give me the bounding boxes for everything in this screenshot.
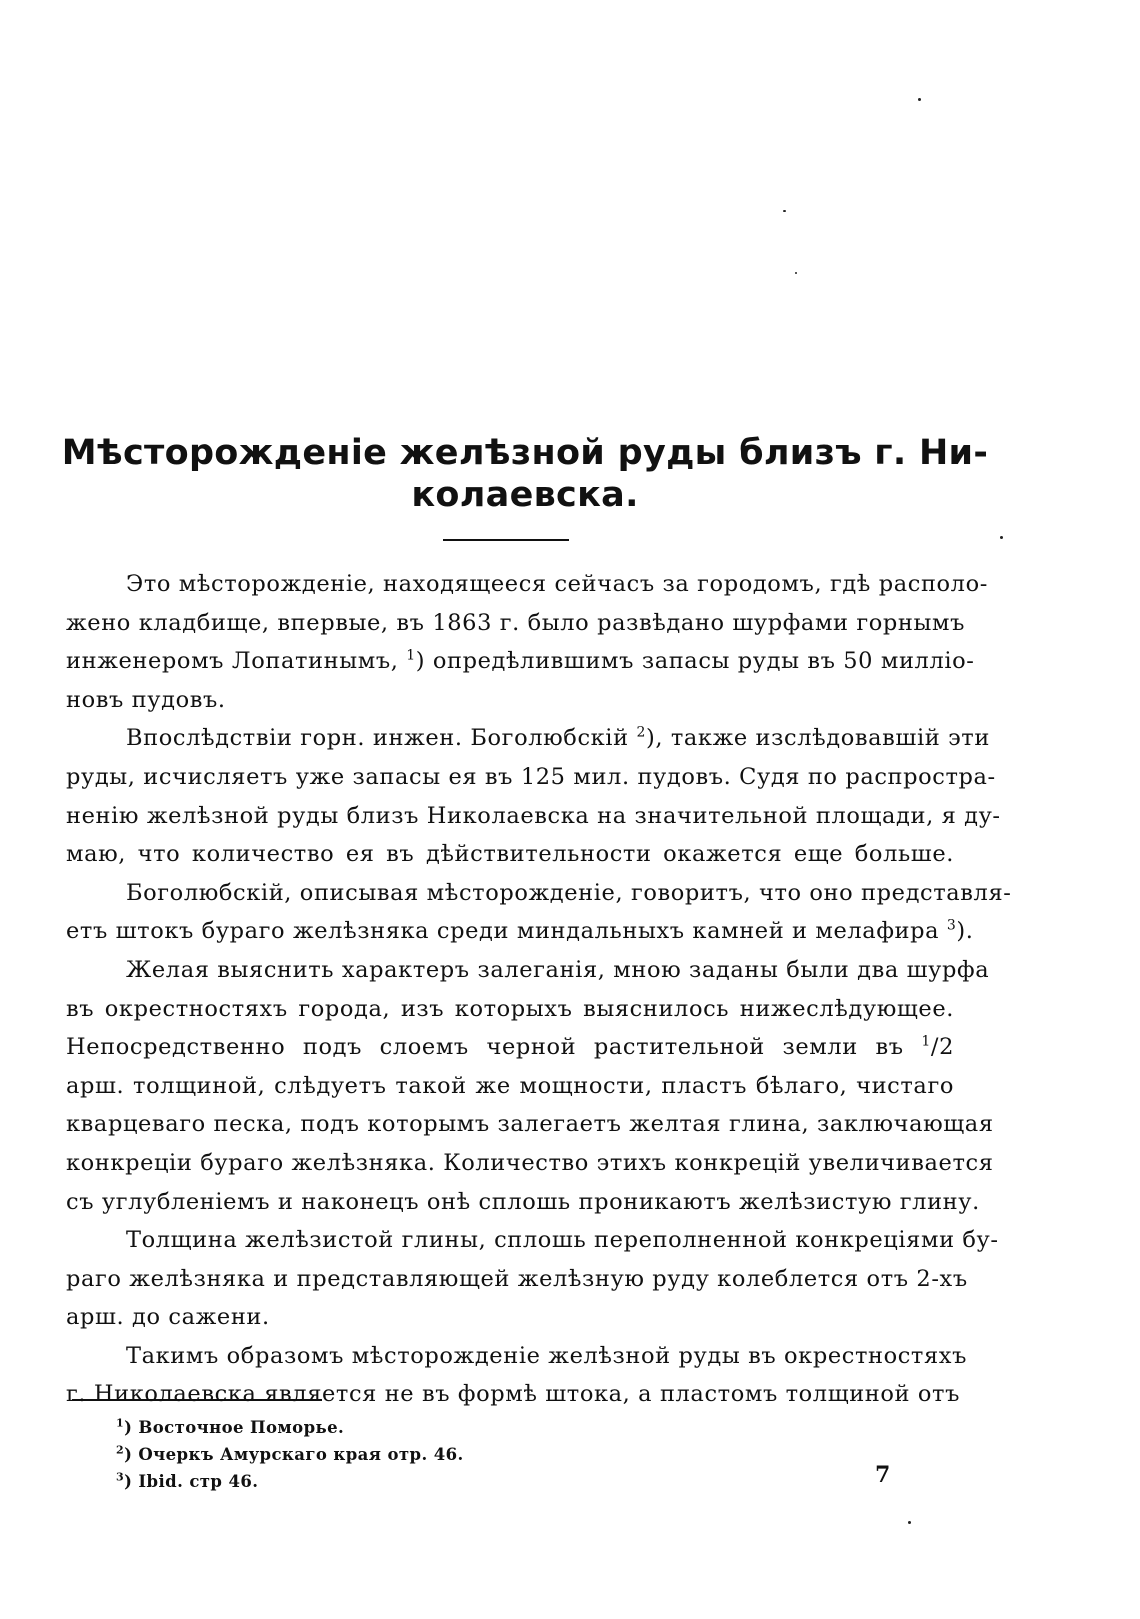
scan-speck	[918, 98, 921, 101]
text-line: конкреціи бураго желѣзняка. Количество этихъ конкрецій увеличивается	[66, 1149, 994, 1176]
text-line: Толщина желѣзистой глины, сплошь переполненной конкреціями бу-	[126, 1227, 999, 1254]
text-line: раго желѣзняка и представляющей желѣзную руду колеблется отъ 2-хъ	[66, 1265, 968, 1292]
text-line: г. Николаевска является не въ формѣ штока, а пластомъ толщиной отъ	[66, 1381, 961, 1408]
footnote-ref: 2	[636, 724, 646, 741]
text-line: Желая выяснить характеръ залеганія, мною заданы были два шурфа	[126, 956, 990, 983]
text-line	[66, 642, 975, 681]
text-line: съ углубленіемъ и наконецъ онѣ сплошь проникаютъ желѣзистую глину.	[66, 1188, 980, 1215]
footnote-ref: 1	[406, 647, 416, 664]
footnote-marker: 1	[116, 1416, 125, 1430]
footnote-ref: 3	[946, 917, 957, 934]
text-line: арш. до сажени.	[66, 1304, 270, 1331]
scan-speck	[1000, 536, 1003, 539]
footnote-text: ) Очеркъ Амурскаго края отр. 46.	[124, 1445, 464, 1464]
footnote-text: ) Восточное Поморье.	[124, 1418, 345, 1437]
body-text	[66, 565, 1012, 1414]
footnote	[116, 1414, 464, 1441]
fraction-denominator: /2	[930, 1034, 954, 1061]
text-line	[66, 1028, 954, 1067]
fraction-numerator: 1	[921, 1033, 931, 1050]
text-fragment: ).	[956, 918, 974, 945]
text-fragment: ), также изслѣдовавшій эти	[645, 725, 990, 752]
footnote-marker: 2	[116, 1443, 125, 1457]
text-line: маю, что количество ея въ дѣйствительности окажется еще больше.	[66, 841, 954, 868]
text-line: жено кладбище, впервые, въ 1863 г. было развѣдано шурфами горнымъ	[66, 609, 966, 636]
title-divider	[443, 539, 569, 541]
page-title	[55, 432, 995, 516]
footnote-text: ) Ibid. стр 46.	[124, 1472, 259, 1491]
text-line: руды, исчисляетъ уже запасы ея въ 125 мил. пудовъ. Судя по распростра-	[66, 763, 996, 790]
title-line-1: Мѣсторожденіе желѣзной руды близъ г. Ни-	[61, 433, 989, 473]
scan-speck	[908, 1521, 911, 1524]
text-line: Боголюбскій, описывая мѣсторожденіе, говоритъ, что оно представля-	[126, 879, 1012, 906]
footnote	[116, 1441, 464, 1468]
text-fragment: ) опредѣлившимъ запасы руды въ 50 милліо-	[415, 648, 975, 675]
text-line	[66, 912, 974, 951]
page-number: 7	[875, 1462, 891, 1488]
text-fragment: Непосредственно подъ слоемъ черной растительной земли въ	[66, 1034, 922, 1061]
text-fragment: етъ штокъ бураго желѣзняка среди миндальныхъ камней и мелафира	[66, 918, 947, 945]
text-line: Такимъ образомъ мѣсторожденіе желѣзной руды въ окрестностяхъ	[126, 1342, 967, 1369]
text-fragment: инженеромъ Лопатинымъ,	[66, 648, 407, 675]
footnote-marker: 3	[116, 1470, 125, 1484]
text-line: арш. толщиной, слѣдуетъ такой же мощности, пластъ бѣлаго, чистаго	[66, 1072, 954, 1099]
text-line: Это мѣсторожденіе, находящееся сейчасъ за городомъ, гдѣ располо-	[126, 571, 988, 597]
text-line: новъ пудовъ.	[66, 686, 226, 713]
text-line: ненію желѣзной руды близъ Николаевска на значительной площади, я ду-	[66, 802, 1001, 829]
scan-speck	[783, 210, 786, 212]
title-line-2: колаевска.	[411, 475, 639, 515]
text-line	[66, 719, 990, 758]
footnote-divider	[72, 1399, 322, 1401]
text-fragment: Впослѣдствіи горн. инжен. Боголюбскій	[126, 725, 637, 752]
scan-speck	[795, 272, 797, 274]
text-line: въ окрестностяхъ города, изъ которыхъ выяснилось нижеслѣдующее.	[66, 995, 954, 1022]
text-line: кварцеваго песка, подъ которымъ залегаетъ желтая глина, заключающая	[66, 1111, 994, 1138]
footnotes	[116, 1414, 464, 1495]
footnote	[116, 1468, 464, 1495]
